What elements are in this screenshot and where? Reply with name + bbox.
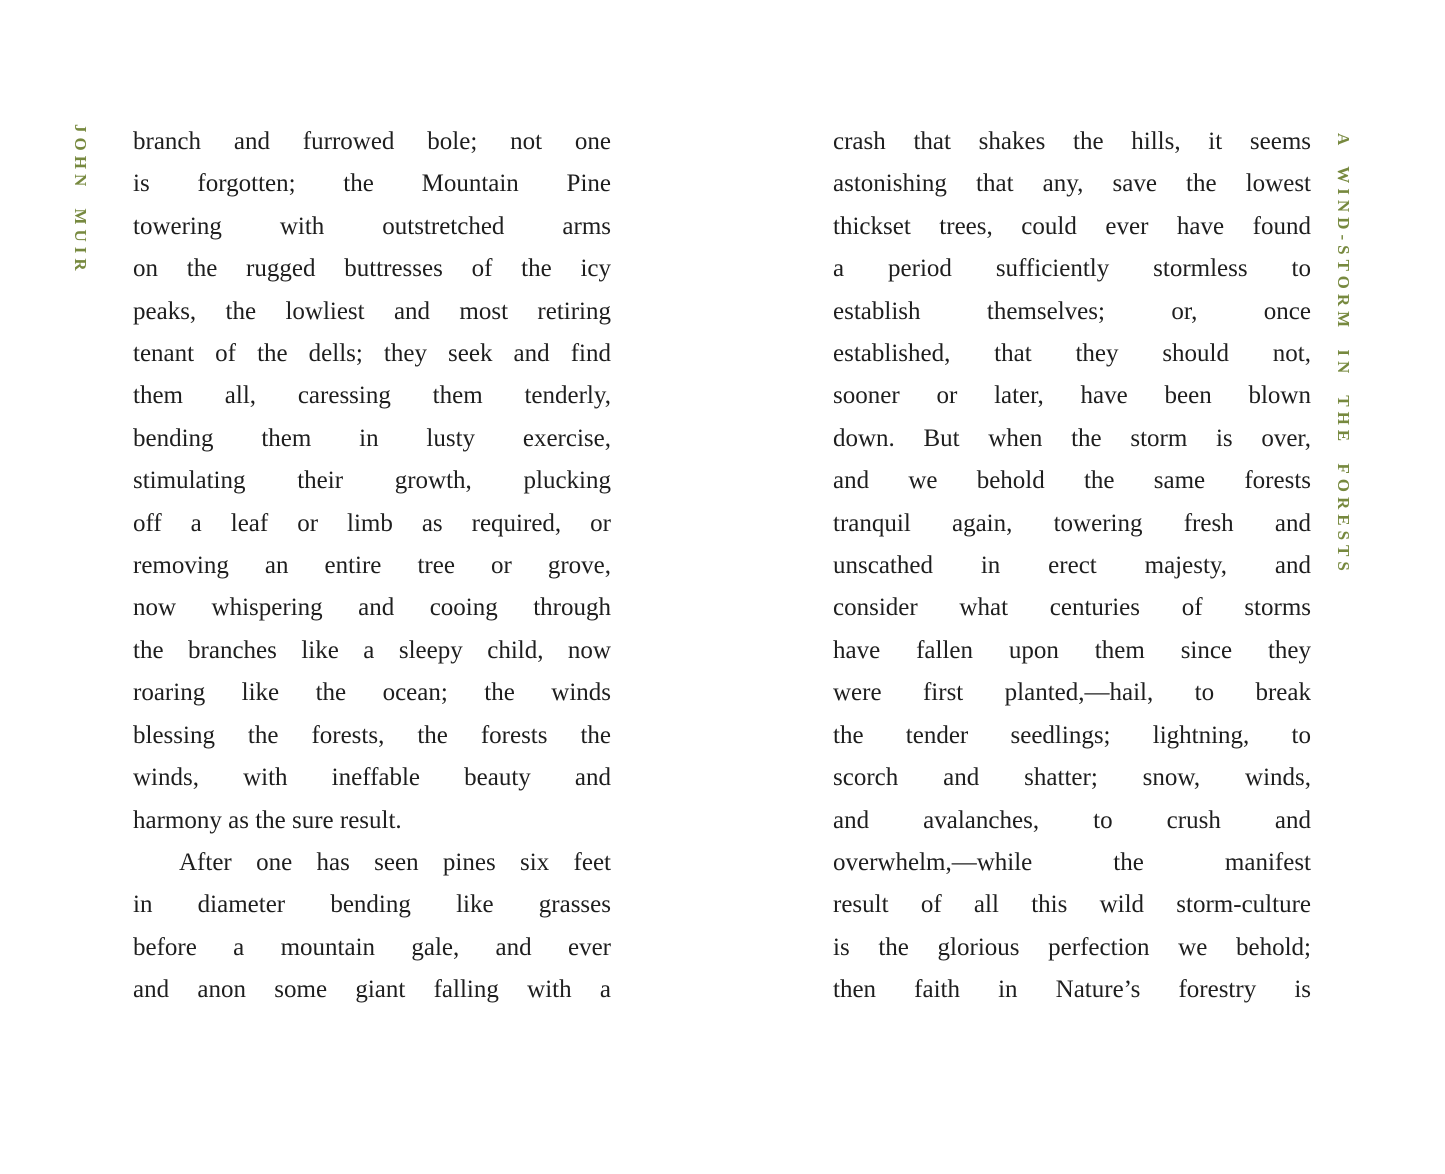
text-line: stimulating their growth, plucking: [133, 467, 611, 495]
text-line: off a leaf or limb as required, or: [133, 509, 611, 537]
text-line: sooner or later, have been blown: [833, 382, 1311, 410]
text-line: is forgotten; the Mountain Pine: [133, 170, 611, 198]
text-line: overwhelm,—while the manifest: [833, 848, 1311, 876]
text-line: have fallen upon them since they: [833, 636, 1311, 664]
text-line: and anon some giant falling with a: [133, 976, 611, 1004]
right-page-text-column: [833, 121, 1311, 1012]
text-line: peaks, the lowliest and most retiring: [133, 297, 611, 325]
text-line: established, that they should not,: [833, 340, 1311, 368]
text-line: them all, caressing them tenderly,: [133, 382, 611, 410]
text-line: thickset trees, could ever have found: [833, 212, 1311, 240]
text-line: blessing the forests, the forests the: [133, 721, 611, 749]
text-line: branch and furrowed bole; not one: [133, 128, 611, 155]
text-line: roaring like the ocean; the winds: [133, 679, 611, 707]
text-line: were first planted,—hail, to break: [833, 679, 1311, 707]
text-line: on the rugged buttresses of the icy: [133, 255, 611, 283]
text-line: tranquil again, towering fresh and: [833, 509, 1311, 537]
text-line: unscathed in erect majesty, and: [833, 552, 1311, 580]
text-line: and avalanches, to crush and: [833, 806, 1311, 834]
text-line: winds, with ineffable beauty and: [133, 764, 611, 792]
text-line: consider what centuries of storms: [833, 594, 1311, 622]
text-line: result of all this wild storm-culture: [833, 891, 1311, 919]
text-line: down. But when the storm is over,: [833, 424, 1311, 452]
left-page-text-column: [133, 121, 611, 1012]
text-line: the branches like a sleepy child, now: [133, 636, 611, 664]
text-line: and we behold the same forests: [833, 467, 1311, 495]
text-line: tenant of the dells; they seek and find: [133, 340, 611, 368]
text-line: bending them in lusty exercise,: [133, 424, 611, 452]
text-line: After one has seen pines six feet: [179, 848, 611, 876]
text-line: towering with outstretched arms: [133, 212, 611, 240]
right-margin-chapter-title: A WIND-STORM IN THE FORESTS: [1334, 133, 1353, 576]
text-line: a period sufficiently stormless to: [833, 255, 1311, 283]
text-line: is the glorious perfection we behold;: [833, 933, 1311, 961]
text-line: harmony as the sure result.: [133, 806, 402, 834]
text-line: scorch and shatter; snow, winds,: [833, 764, 1311, 792]
left-margin-author-title: JOHN MUIR: [71, 124, 90, 276]
text-line: then faith in Nature’s forestry is: [833, 976, 1311, 1004]
text-line: the tender seedlings; lightning, to: [833, 721, 1311, 749]
text-line: removing an entire tree or grove,: [133, 552, 611, 580]
text-line: before a mountain gale, and ever: [133, 933, 611, 961]
text-line: in diameter bending like grasses: [133, 891, 611, 919]
text-line: establish themselves; or, once: [833, 297, 1311, 325]
text-line: crash that shakes the hills, it seems: [833, 128, 1311, 155]
text-line: now whispering and cooing through: [133, 594, 611, 622]
text-line: astonishing that any, save the lowest: [833, 170, 1311, 198]
